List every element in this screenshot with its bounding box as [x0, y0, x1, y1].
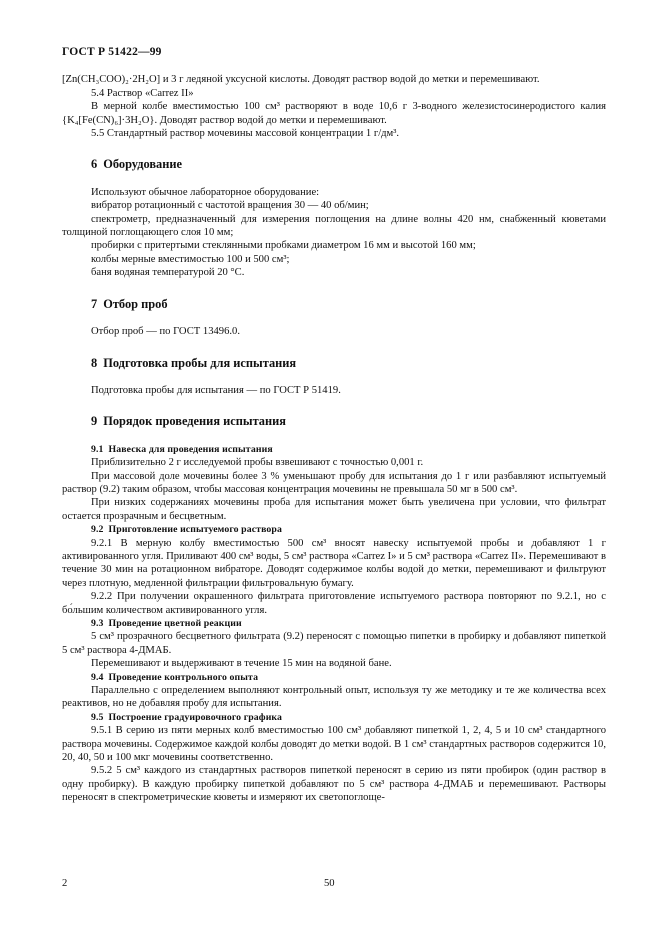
subsection-number: 9.5	[91, 711, 104, 723]
subsection-9-3-heading	[91, 617, 606, 630]
subsection-title: Проведение контрольного опыта	[108, 671, 259, 683]
section-7-heading	[91, 298, 606, 311]
section-title: Оборудование	[103, 157, 183, 172]
section-8-text: Подготовка пробы для испытания — по ГОСТ Р 51419.	[91, 384, 341, 396]
paragraph-text: и 3 г ледяной уксусной кислоты. Доводят раствор водой до метки и перемешивают.	[160, 74, 540, 86]
equipment-line: вибратор ротационный с частотой вращения 30 — 40 об/мин;	[91, 200, 369, 212]
page-number-center: 50	[324, 878, 335, 889]
subsection-9-4-heading	[91, 671, 606, 684]
section-title: Подготовка пробы для испытания	[103, 355, 297, 370]
subsection-9-2-heading	[91, 523, 606, 536]
paragraph: При массовой доле мочевины более 3 % уменьшают пробу для испытания до 1 г или разбавляют испытуемый раствор (9.2) таким образом, чтобы массовая концентрация мочевины не превышала 50 мг в 500 см³.	[62, 470, 606, 495]
subsection-9-5-heading	[91, 711, 606, 724]
section-6-heading	[91, 158, 606, 171]
item-5-5: 5.5 Стандартный раствор мочевины массовой концентрации 1 г/дм³.	[91, 128, 400, 140]
paragraph: При низких содержаниях мочевины проба для испытания может быть увеличена при условии, что фильтрат остается прозрачным и бесцветным.	[62, 497, 606, 522]
page-number-left: 2	[62, 878, 68, 889]
subsection-number: 9.4	[91, 671, 104, 683]
subsection-title: Приготовление испытуемого раствора	[108, 524, 282, 536]
section-9-heading	[91, 415, 606, 428]
paragraph: 9.5.1 В серию из пяти мерных колб вместимостью 100 см³ добавляют пипеткой 1, 2, 4, 5 и 10 см³ стандартного раствора мочевины. Содержимое каждой колбы доводят до метки водой. В 1 см³ стандартных растворов содержится 10, 20, 40, 50 и 100 мкг мочевины соответственно.	[62, 725, 606, 764]
subsection-9-1-heading	[91, 443, 606, 456]
section-8-heading	[91, 357, 606, 370]
section-number: 6	[91, 157, 98, 172]
subsection-title: Построение градуировочного графика	[108, 711, 283, 723]
section-title: Отбор проб	[103, 296, 168, 311]
subsection-title: Навеска для проведения испытания	[108, 443, 273, 455]
section-number: 7	[91, 296, 98, 311]
equipment-line: спектрометр, предназначенный для измерения поглощения на длине волны 420 нм, снабженный кюветами толщиной поглощающего слоя 10 мм;	[62, 213, 606, 239]
paragraph: 5 см³ прозрачного бесцветного фильтрата (9.2) переносят с помощью пипетки в пробирку и добавляют пипеткой 5 см³ раствора 4-ДМАБ.	[62, 631, 606, 656]
paragraph: Параллельно с определением выполняют контрольный опыт, используя ту же методику и те же количества всех реактивов, но не добавляя пробу для испытания.	[62, 685, 606, 710]
paragraph: Перемешивают и выдерживают в течение 15 мин на водяной бане.	[91, 658, 392, 670]
section-title: Порядок проведения испытания	[103, 414, 286, 429]
subsection-number: 9.1	[91, 443, 104, 455]
item-5-4: 5.4 Раствор «Carrez II»	[91, 87, 194, 99]
paragraph-reagent-continuation	[62, 73, 606, 86]
equipment-line: Используют обычное лабораторное оборудование:	[91, 186, 320, 198]
section-number: 9	[91, 414, 98, 429]
paragraph: Приблизительно 2 г исследуемой пробы взвешивают с точностью 0,001 г.	[91, 457, 424, 469]
paragraph-carrez-ii: В мерной колбе вместимостью 100 см³ растворяют в воде 10,6 г 3-водного железистосинеродистого калия {K₄[Fe(CN)₆]·3H₂O}. Доводят раствор водой до метки и перемешивают.	[62, 101, 606, 126]
document-title: ГОСТ Р 51422—99	[62, 46, 162, 58]
equipment-line: колбы мерные вместимостью 100 и 500 см³;	[91, 253, 290, 265]
zinc-acetate-formula: [Zn(CH₃COO)₂·2H₂O]	[62, 74, 161, 86]
section-7-text: Отбор проб — по ГОСТ 13496.0.	[91, 326, 240, 338]
subsection-title: Проведение цветной реакции	[108, 618, 242, 629]
paragraph: 9.2.2 При получении окрашенного фильтрата приготовление испытуемого раствора повторяют по 9.2.1, но с бо́льшим количеством активированного угля.	[62, 591, 606, 616]
subsection-number: 9.2	[91, 524, 104, 536]
subsection-number: 9.3	[91, 618, 104, 629]
equipment-line: баня водяная температурой 20 °С.	[91, 267, 245, 279]
paragraph: 9.5.2 5 см³ каждого из стандартных растворов пипеткой переносят в серию из пяти пробирок (один раствор в одну пробирку). В каждую пробирку пипеткой добавляют по 5 см³ раствора 4-ДМАБ и перемешивают. Растворы переносят в спектрометрические кюветы и измеряют их светопоглоще-	[62, 765, 606, 804]
equipment-line: пробирки с притертыми стеклянными пробками диаметром 16 мм и высотой 160 мм;	[91, 240, 476, 252]
section-number: 8	[91, 355, 98, 370]
paragraph: 9.2.1 В мерную колбу вместимостью 500 см³ вносят навеску испытуемой пробы и добавляют 1 г активированного угля. Приливают 400 см³ воды, 5 см³ раствора «Carrez I» и 5 см³ раствора «Carrez II». Перемешивают в течение 30 мин на ротационном вибраторе. Доводят содержимое колбы водой до метки, перемешивают и фильтруют через плотную, медленной фильтрации фильтровальную бумагу.	[62, 537, 606, 589]
document-page	[62, 46, 606, 805]
